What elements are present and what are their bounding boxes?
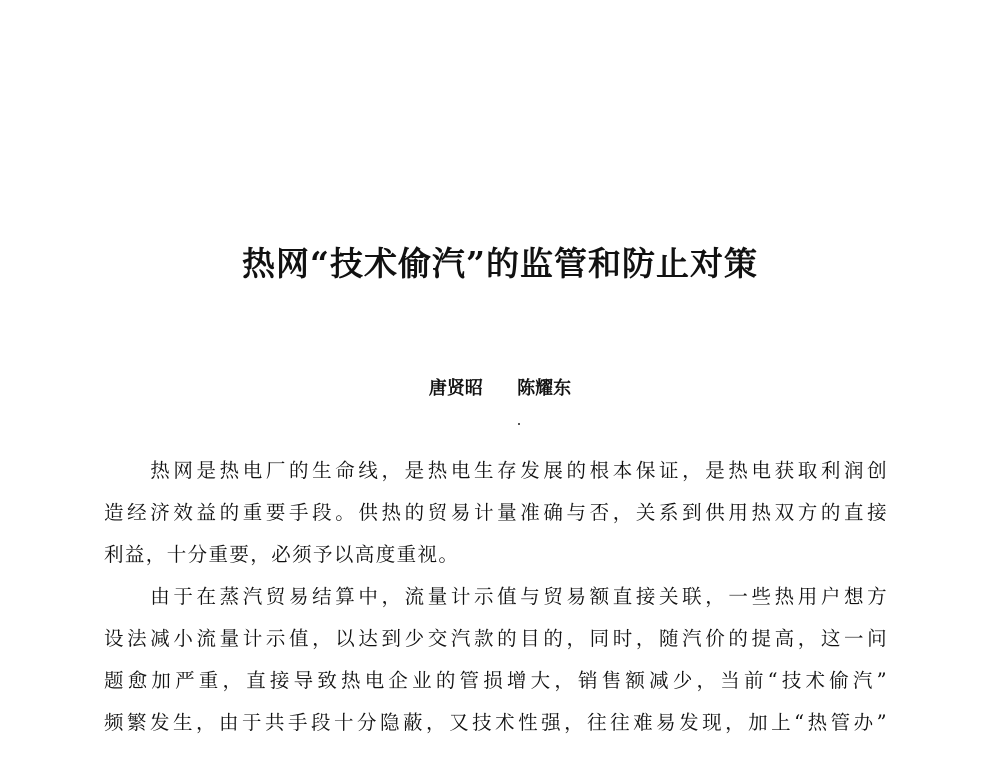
scan-speck (518, 423, 520, 425)
article-title: 热网“技术偷汽”的监管和防止对策 (242, 244, 758, 283)
body-paragraph (104, 576, 888, 744)
text-line: 由于在蒸汽贸易结算中，流量计示值与贸易额直接关联，一些热用户想方 (104, 585, 888, 608)
author-name: 唐贤昭 (428, 378, 483, 399)
author-line (0, 374, 1000, 400)
text-line: 热网是热电厂的生命线，是热电生存发展的根本保证，是热电获取利润创 (104, 459, 888, 482)
text-line: 利益，十分重要，必须予以高度重视。 (104, 543, 460, 566)
text-line: 频繁发生，由于共手段十分隐蔽，又技术性强，往往难易发现，加上“热管办” (104, 711, 888, 734)
text-line: 题愈加严重，直接导致热电企业的管损增大，销售额减少，当前“技术偷汽” (104, 669, 888, 692)
text-line: 造经济效益的重要手段。供热的贸易计量准确与否，关系到供用热双方的直接 (104, 501, 888, 524)
author-name: 陈耀东 (517, 378, 572, 399)
text-line: 设法减小流量计示值，以达到少交汽款的目的，同时，随汽价的提高，这一问 (104, 627, 888, 650)
body-paragraph (104, 450, 888, 576)
